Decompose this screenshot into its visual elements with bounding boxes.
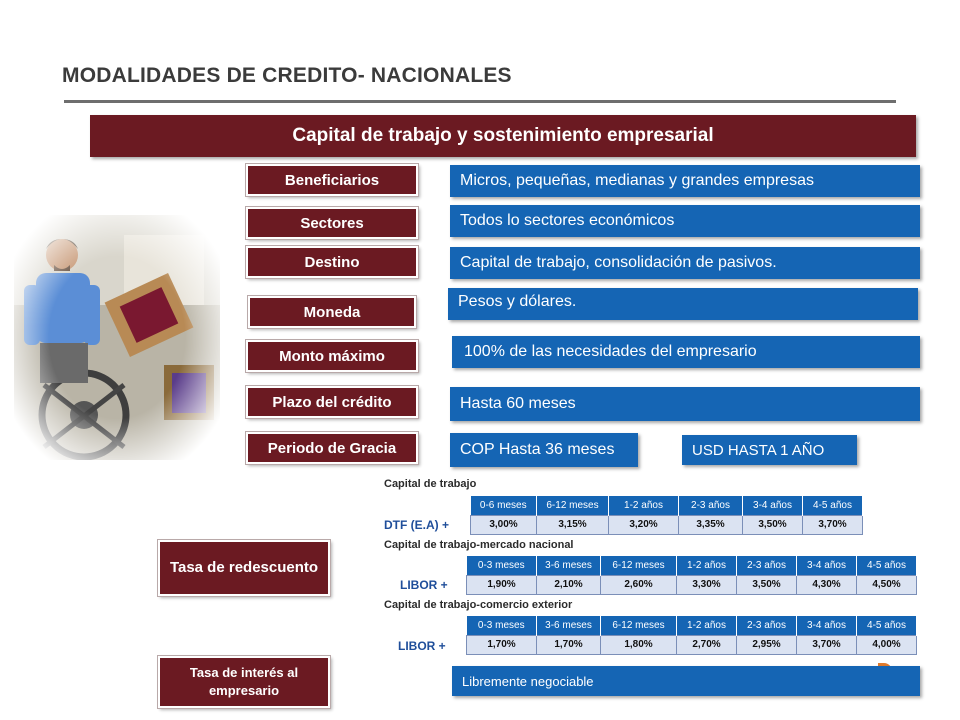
- row-label-dtf: DTF (E.A) +: [384, 518, 449, 532]
- table-header-cell: 4-5 años: [803, 496, 863, 515]
- table-value-cell: 1,70%: [537, 635, 601, 654]
- table-value-cell: 2,70%: [677, 635, 737, 654]
- table-header-cell: 2-3 años: [679, 496, 743, 515]
- table-header-cell: 2-3 años: [737, 616, 797, 635]
- table-header-cell: 3-4 años: [743, 496, 803, 515]
- label-tasa-interes: Tasa de interés al empresario: [158, 656, 330, 708]
- table-value-cell: 1,80%: [601, 635, 677, 654]
- rate-table-mercado-nacional: [466, 556, 917, 595]
- row-label-libor-exterior: LIBOR +: [398, 639, 446, 653]
- section-banner: Capital de trabajo y sostenimiento empresarial: [90, 115, 916, 157]
- table-value-cell: 3,70%: [803, 515, 863, 534]
- value-plazo-credito: Hasta 60 meses: [450, 387, 920, 421]
- value-tasa-interes: Libremente negociable: [452, 666, 920, 696]
- label-beneficiarios: Beneficiarios: [246, 164, 418, 196]
- table-value-cell: 3,50%: [743, 515, 803, 534]
- value-gracia-usd: USD HASTA 1 AÑO: [682, 435, 857, 465]
- table-header-cell: 6-12 meses: [601, 556, 677, 575]
- table-value-cell: 3,50%: [737, 575, 797, 594]
- table-header-cell: 3-6 meses: [537, 556, 601, 575]
- table-header-cell: 0-3 meses: [467, 616, 537, 635]
- label-tasa-redescuento: Tasa de redescuento: [158, 540, 330, 596]
- value-destino: Capital de trabajo, consolidación de pasivos.: [450, 247, 920, 279]
- label-periodo-gracia: Periodo de Gracia: [246, 432, 418, 464]
- label-monto-maximo: Monto máximo: [246, 340, 418, 372]
- table-header-cell: 0-3 meses: [467, 556, 537, 575]
- worker-photo: [14, 215, 220, 460]
- table-value-cell: 4,00%: [857, 635, 917, 654]
- value-sectores: Todos lo sectores económicos: [450, 205, 920, 237]
- value-moneda: Pesos y dólares.: [448, 288, 918, 320]
- label-moneda: Moneda: [248, 296, 416, 328]
- table-header-cell: 3-4 años: [797, 616, 857, 635]
- table-title-mercado-nacional: Capital de trabajo-mercado nacional: [384, 539, 574, 551]
- table-title-comercio-exterior: Capital de trabajo-comercio exterior: [384, 599, 573, 611]
- title-divider: [64, 100, 896, 103]
- table-header-cell: 3-6 meses: [537, 616, 601, 635]
- table-value-cell: 3,70%: [797, 635, 857, 654]
- table-header-cell: 4-5 años: [857, 556, 917, 575]
- page-title: MODALIDADES DE CREDITO- NACIONALES: [62, 64, 512, 87]
- table-header-cell: 1-2 años: [677, 616, 737, 635]
- table-header-cell: 6-12 meses: [601, 616, 677, 635]
- table-header-cell: 6-12 meses: [537, 496, 609, 515]
- table-value-cell: 3,30%: [677, 575, 737, 594]
- table-value-cell: 4,50%: [857, 575, 917, 594]
- table-value-cell: 1,90%: [467, 575, 537, 594]
- table-value-cell: 3,00%: [471, 515, 537, 534]
- table-value-cell: 3,15%: [537, 515, 609, 534]
- value-gracia-cop: COP Hasta 36 meses: [450, 433, 638, 467]
- table-header-cell: 0-6 meses: [471, 496, 537, 515]
- label-sectores: Sectores: [246, 207, 418, 239]
- table-value-cell: 2,95%: [737, 635, 797, 654]
- table-value-cell: 2,60%: [601, 575, 677, 594]
- rate-table-comercio-exterior: [466, 616, 917, 655]
- value-monto-maximo: 100% de las necesidades del empresario: [452, 336, 920, 368]
- table-value-cell: 3,20%: [609, 515, 679, 534]
- table-header-cell: 2-3 años: [737, 556, 797, 575]
- rate-table-capital-trabajo: [470, 496, 863, 535]
- table-value-cell: 4,30%: [797, 575, 857, 594]
- table-value-cell: 3,35%: [679, 515, 743, 534]
- value-beneficiarios: Micros, pequeñas, medianas y grandes empresas: [450, 165, 920, 197]
- table-title-capital-trabajo: Capital de trabajo: [384, 478, 477, 490]
- label-destino: Destino: [246, 246, 418, 278]
- table-header-cell: 1-2 años: [677, 556, 737, 575]
- label-plazo-credito: Plazo del crédito: [246, 386, 418, 418]
- table-value-cell: 2,10%: [537, 575, 601, 594]
- table-header-cell: 3-4 años: [797, 556, 857, 575]
- table-value-cell: 1,70%: [467, 635, 537, 654]
- table-header-cell: 4-5 años: [857, 616, 917, 635]
- table-header-cell: 1-2 años: [609, 496, 679, 515]
- row-label-libor-nacional: LIBOR +: [400, 578, 448, 592]
